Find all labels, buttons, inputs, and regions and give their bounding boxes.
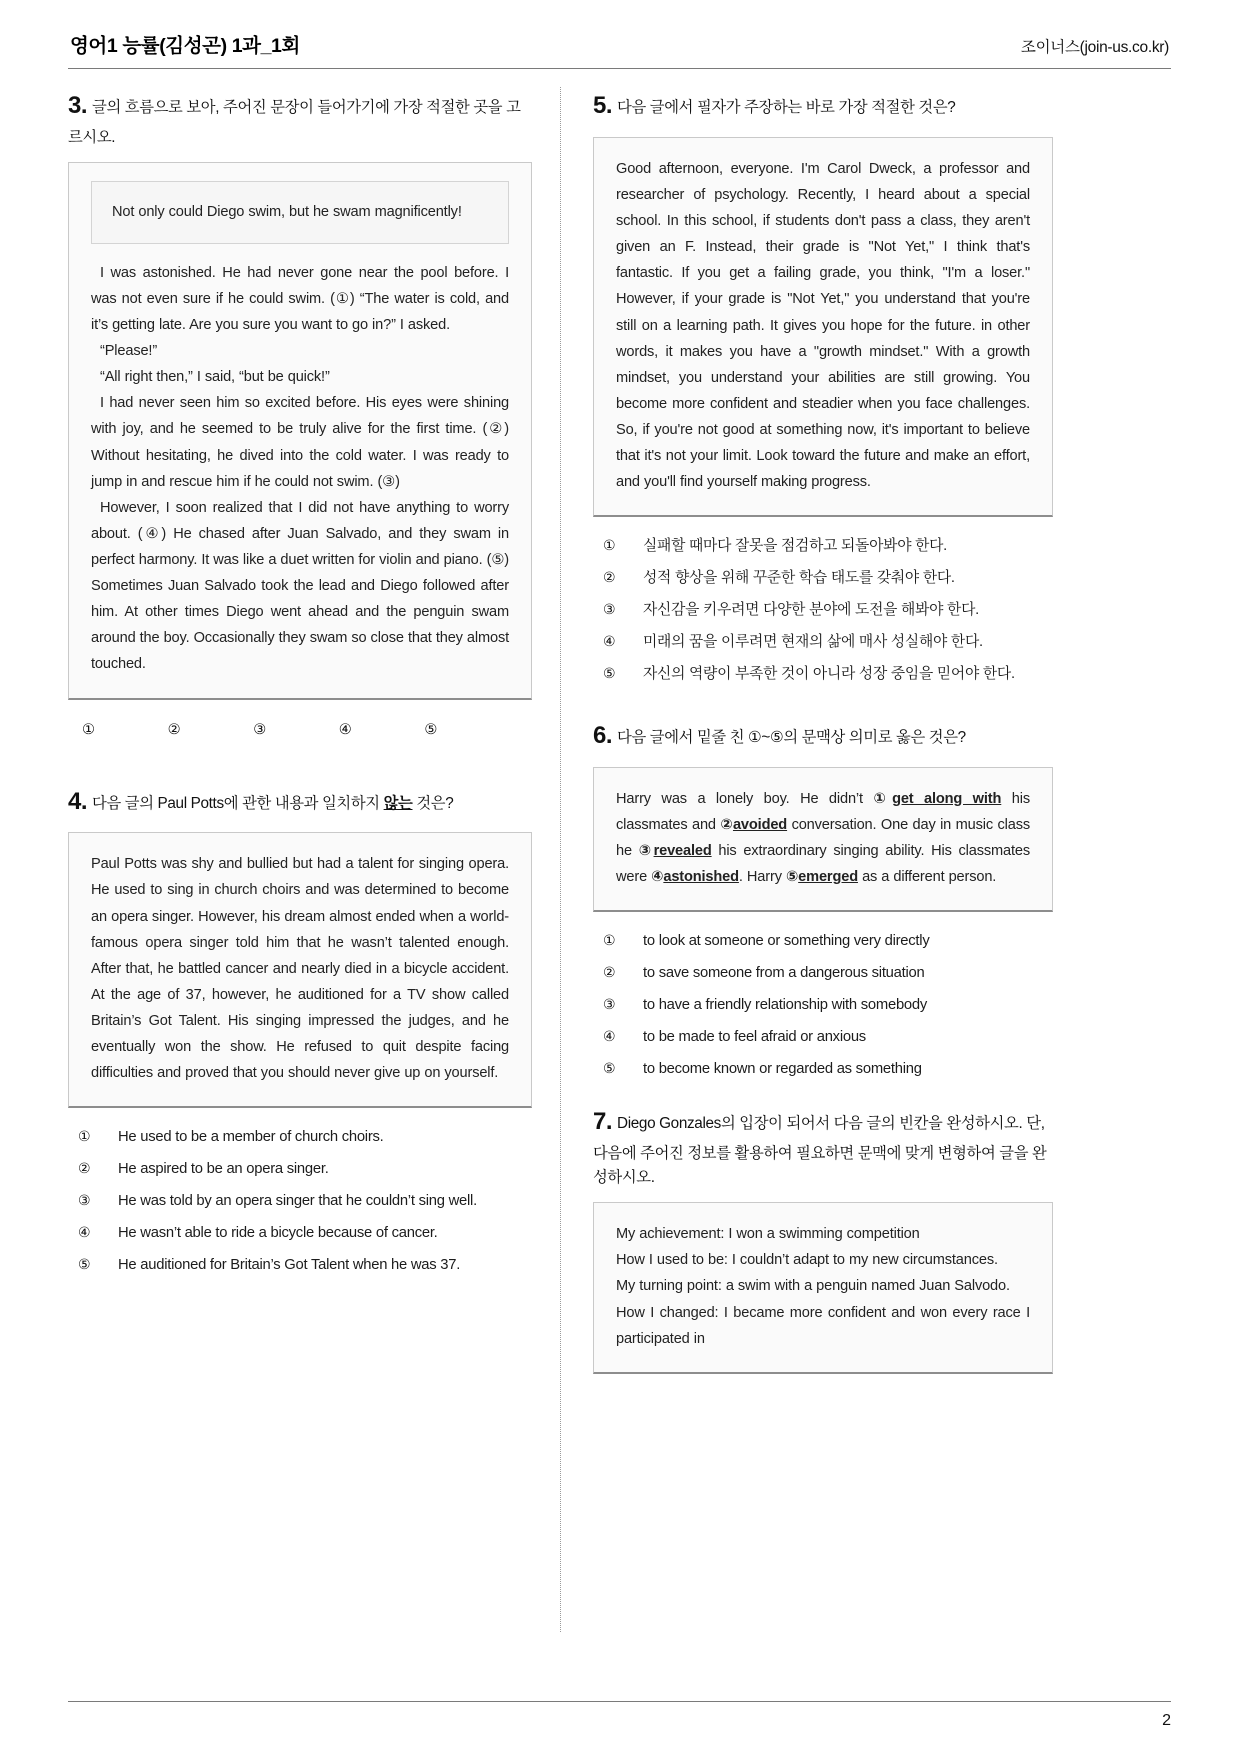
question-5-prompt: 다음 글에서 필자가 주장하는 바로 가장 적절한 것은?: [617, 99, 956, 116]
question-5-choice-2[interactable]: [603, 567, 1053, 590]
choice-marker: ①: [603, 537, 616, 554]
question-4-choices: [68, 1126, 532, 1277]
choice-marker: ④: [603, 633, 616, 650]
spacer: [593, 1090, 1053, 1103]
choice-text: to have a friendly relationship with somebody: [643, 997, 928, 1014]
choice-text: He wasn’t able to ride a bicycle because of cancer.: [118, 1225, 438, 1242]
q6-underline-marker: ①: [873, 790, 893, 807]
question-3: [68, 87, 532, 738]
question-6-choice-1[interactable]: [603, 930, 1053, 953]
choice-marker: ④: [603, 1027, 616, 1044]
question-7-note-line-3: My turning point: a swim with a penguin named Juan Salvodo.: [616, 1278, 1010, 1295]
question-4-choice-5[interactable]: [78, 1254, 532, 1277]
choice-marker: ③: [603, 996, 616, 1013]
q6-passage-text: his classmates and: [616, 790, 1030, 833]
question-4-choice-4[interactable]: [78, 1222, 532, 1245]
page-number: 2: [1162, 1712, 1171, 1729]
q6-passage-text: . Harry: [738, 869, 786, 886]
question-5-choice-4[interactable]: [603, 631, 1053, 654]
choice-text: 자신감을 키우려면 다양한 분야에 도전을 해봐야 한다.: [643, 602, 979, 619]
question-3-choice-5[interactable]: ⑤: [424, 721, 438, 738]
question-7: [593, 1103, 1053, 1374]
footer-divider: [68, 1701, 1171, 1702]
choice-text: to save someone from a dangerous situation: [643, 965, 925, 982]
q6-underlined-phrase: emerged: [798, 869, 858, 886]
question-3-given-sentence-box: [91, 181, 509, 244]
q6-passage-text: his extraordinary singing ability. His classmates were: [616, 843, 1030, 886]
question-5-choice-1[interactable]: [603, 535, 1053, 558]
choice-text: to look at someone or something very directly: [643, 933, 930, 950]
question-4-choice-1[interactable]: [78, 1126, 532, 1149]
question-4-number: 4.: [68, 787, 88, 815]
question-3-passage-para-4: I had never seen him so excited before. His eyes were shining with joy, and he seemed to be truly alive for the first time. (②) Without hesitating, he dived into the cold water. I was ready to jump in and rescue him if he could not swim. (③): [91, 395, 509, 490]
question-6-prompt: 다음 글에서 밑줄 친 ①~⑤의 문맥상 의미로 옳은 것은?: [617, 728, 966, 746]
question-5: [593, 87, 1053, 686]
q6-underlined-phrase: get along with: [892, 790, 1002, 807]
question-4-choice-3[interactable]: [78, 1190, 532, 1213]
question-4-prompt-a: 다음 글의 Paul Potts에 관한 내용과 일치하지: [92, 794, 384, 812]
choice-marker: ①: [78, 1128, 91, 1145]
question-6-number: 6.: [593, 721, 613, 749]
question-7-note-box: [593, 1202, 1053, 1374]
choice-text: He aspired to be an opera singer.: [118, 1161, 329, 1178]
question-3-number: 3.: [68, 92, 88, 119]
question-6-choices: [593, 930, 1053, 1081]
choice-text: 실패할 때마다 잘못을 점검하고 되돌아봐야 한다.: [643, 538, 948, 555]
spacer: [593, 695, 1053, 717]
question-3-choice-4[interactable]: ④: [338, 721, 352, 738]
q6-underlined-phrase: revealed: [653, 843, 712, 859]
q6-passage-text: conversation. One day in music class he: [616, 816, 1030, 859]
question-4-choice-2[interactable]: [78, 1158, 532, 1181]
question-3-passage-para-5: However, I soon realized that I did not have anything to worry about. (④) He chased after Juan Salvado, and they swam in perfect harmony. It was like a duet written for violin and piano. (⑤) Sometimes Juan Salvado took the lead and Diego followed after him. At other times Diego went ahead and the penguin swam around the boy. Occasionally they swam so close that they almost touched.: [91, 499, 509, 673]
q6-underline-marker: ②: [720, 816, 733, 833]
choice-marker: ⑤: [603, 1059, 616, 1076]
question-5-passage-box: [593, 137, 1053, 517]
question-3-heading: [68, 87, 532, 151]
page-header: [68, 30, 1171, 68]
question-5-choice-5[interactable]: [603, 663, 1053, 686]
q6-passage-text: as a different person.: [857, 869, 997, 886]
choice-marker: ②: [78, 1160, 91, 1177]
question-4-passage-box: [68, 832, 532, 1108]
question-6-choice-5[interactable]: [603, 1058, 1053, 1081]
question-5-number: 5.: [593, 92, 613, 119]
question-7-heading: [593, 1103, 1053, 1191]
question-7-note-line-4: How I changed: I became more confident and won every race I participated in: [616, 1304, 1030, 1347]
choice-marker: ⑤: [603, 664, 616, 681]
question-3-prompt: 글의 흐름으로 보아, 주어진 문장이 들어가기에 가장 적절한 곳을 고르시오.: [68, 99, 521, 146]
left-column: [68, 87, 554, 1632]
choice-text: 자신의 역량이 부족한 것이 아니라 성장 중임을 믿어야 한다.: [643, 665, 1015, 682]
header-divider: [68, 68, 1171, 69]
question-6-choice-3[interactable]: [603, 994, 1053, 1017]
page-footer: [68, 1701, 1171, 1730]
q6-underlined-phrase: astonished: [663, 869, 739, 886]
choice-text: 성적 향상을 위해 꾸준한 학습 태도를 갖춰야 한다.: [643, 570, 955, 587]
two-column-body: [68, 87, 1171, 1632]
question-3-passage-para-1: I was astonished. He had never gone near the pool before. I was not even sure if he could swim. (①) “The water is cold, and it’s getting late. Are you sure you want to go in?” I asked.: [91, 264, 509, 333]
q6-underline-marker: ③: [638, 843, 654, 859]
question-4-prompt-b: 것은?: [412, 794, 454, 812]
choice-marker: ③: [78, 1192, 91, 1209]
right-column: [567, 87, 1053, 1632]
choice-text: to be made to feel afraid or anxious: [643, 1028, 866, 1045]
question-6-passage: [616, 786, 1030, 890]
header-site-label: 조이너스(join-us.co.kr): [1020, 39, 1169, 56]
question-7-note-line-1: My achievement: I won a swimming competition: [616, 1226, 920, 1243]
choice-text: He used to be a member of church choirs.: [118, 1129, 384, 1146]
column-divider: [560, 87, 561, 1632]
question-6-passage-box: [593, 767, 1053, 912]
question-5-choice-3[interactable]: [603, 599, 1053, 622]
question-4-prompt-negation: 않는: [383, 794, 413, 812]
question-3-given-sentence: Not only could Diego swim, but he swam magnificently!: [112, 203, 462, 220]
question-3-choice-3[interactable]: ③: [253, 721, 267, 738]
question-3-choice-2[interactable]: ②: [167, 721, 181, 738]
choice-text: He was told by an opera singer that he couldn’t sing well.: [118, 1193, 477, 1210]
question-5-passage: Good afternoon, everyone. I'm Carol Dweck, a professor and researcher of psychology. Recently, I heard about a special school. In this school, if students don't pass a class, they aren't given an F. Instead, their grade is "Not Yet," I think that's fantastic. If you get a failing grade, you think, "I'm a loser." However, if your grade is "Not Yet," you understand that you're still on a learning path. It gives you hope for the future. in other words, it makes you have a "growth mindset." With a growth mindset, you understand your abilities are still growing. You become more confident and steadier when you face challenges. So, if you're not good at something now, it's important to believe that it's not your limit. Look toward the future and make an effort, and you'll find yourself making progress.: [616, 160, 1030, 491]
question-4-heading: [68, 783, 532, 822]
question-3-choice-1[interactable]: ①: [82, 721, 95, 738]
question-3-passage-para-3: “All right then,” I said, “but be quick!”: [100, 369, 330, 386]
choice-marker: ③: [603, 601, 616, 618]
question-6-choice-4[interactable]: [603, 1026, 1053, 1049]
question-3-choices: [68, 722, 532, 738]
q6-passage-text: Harry was a lonely boy. He didn’t: [616, 790, 874, 807]
question-5-heading: [593, 87, 1053, 126]
q6-underlined-phrase: avoided: [732, 816, 788, 833]
choice-text: He auditioned for Britain’s Got Talent when he was 37.: [118, 1257, 461, 1274]
question-4-passage: Paul Potts was shy and bullied but had a talent for singing opera. He used to sing in church choirs and was determined to become an opera singer. However, his dream almost ended when a world-famous opera singer told him that he wasn’t talented enough. After that, he battled cancer and nearly died in a bicycle accident. At the age of 37, however, he auditioned for a TV show called Britain’s Got Talent. His singing impressed the judges, and he eventually won the show. He refused to quit despite facing difficulties and proved that you should never give up on yourself.: [91, 856, 509, 1082]
q6-underline-marker: ④: [651, 869, 664, 886]
question-3-passage-box: [68, 162, 532, 700]
choice-marker: ②: [603, 964, 616, 981]
q6-underline-marker: ⑤: [785, 869, 799, 886]
question-7-note-line-2: How I used to be: I couldn’t adapt to my new circumstances.: [616, 1252, 998, 1269]
choice-marker: ④: [78, 1224, 91, 1241]
choice-text: to become known or regarded as something: [643, 1060, 922, 1077]
choice-marker: ⑤: [78, 1256, 91, 1273]
choice-marker: ①: [603, 932, 616, 949]
question-7-prompt: Diego Gonzales의 입장이 되어서 다음 글의 빈칸을 완성하시오. 단, 다음에 주어진 정보를 활용하여 필요하면 문맥에 맞게 변형하여 글을 완성하시오.: [593, 1114, 1047, 1187]
question-6: [593, 717, 1053, 1081]
choice-text: 미래의 꿈을 이루려면 현재의 삶에 매사 성실해야 한다.: [643, 634, 983, 651]
question-4: [68, 783, 532, 1277]
question-6-choice-2[interactable]: [603, 962, 1053, 985]
question-3-passage-para-2: “Please!”: [100, 343, 158, 360]
choice-marker: ②: [603, 569, 616, 586]
question-5-choices: [593, 535, 1053, 686]
question-6-heading: [593, 717, 1053, 756]
spacer: [68, 747, 532, 783]
question-7-number: 7.: [593, 1107, 613, 1135]
header-title: 영어1 능률(김성곤) 1과_1회: [70, 35, 300, 57]
